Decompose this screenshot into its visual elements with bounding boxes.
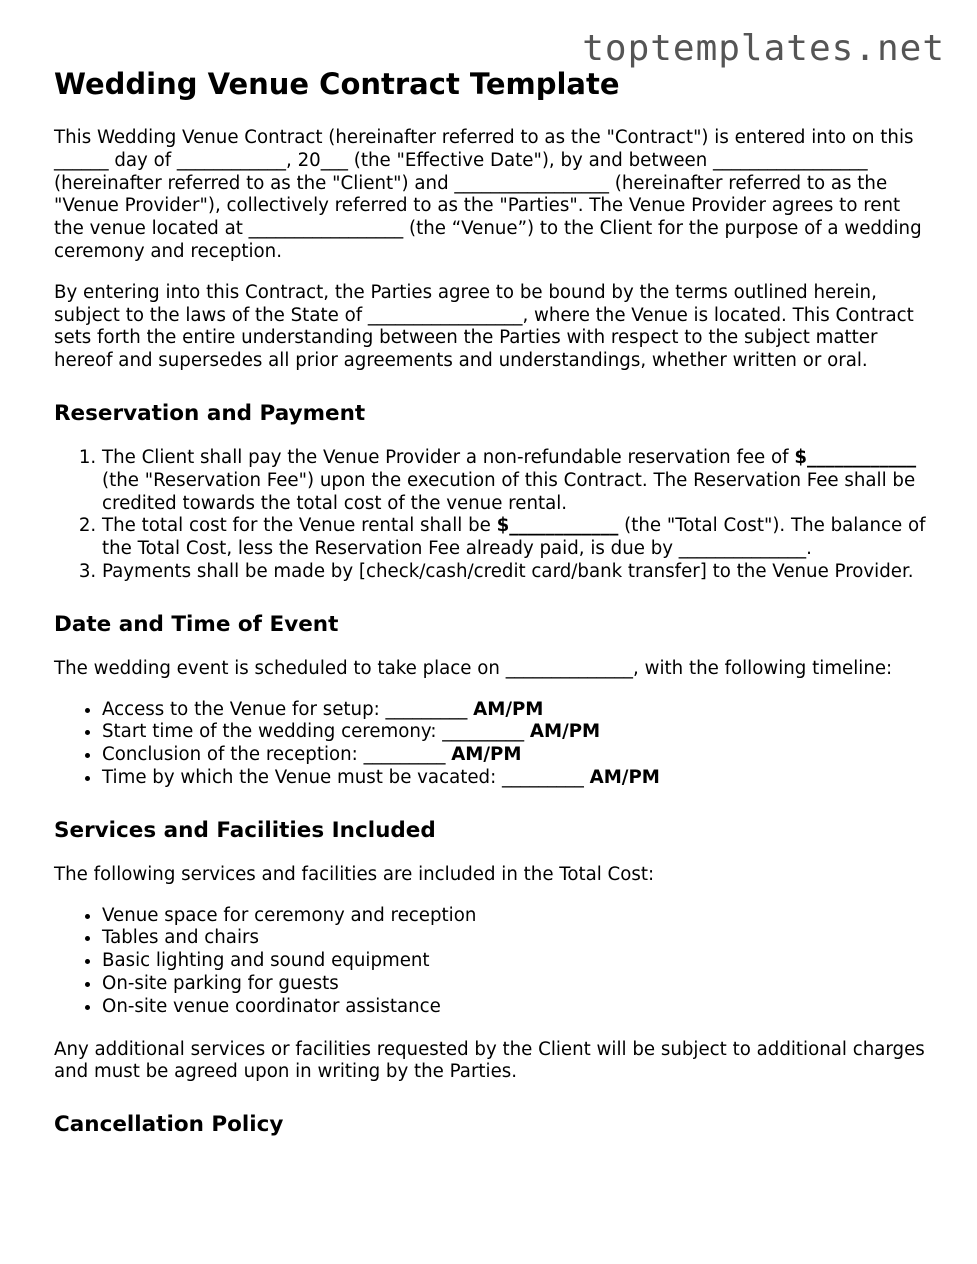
- event-heading: Date and Time of Event: [54, 611, 339, 637]
- intro-paragraph-2: By entering into this Contract, the Parties agree to be bound by the terms outlined herein, subject to the laws of the State of _________________, where the Venue is located. This Contract sets forth the entire understanding between the Parties with respect to the subject matter hereof and supersedes all prior agreements and understandings, whether written or oral.: [54, 281, 914, 372]
- timeline-suffix: AM/PM: [589, 766, 660, 788]
- timeline-label: Access to the Venue for setup: _________: [102, 698, 474, 720]
- reservation-item-3: 3. Payments shall be made by [check/cash/credit card/bank transfer] to the Venue Provider.: [102, 561, 934, 584]
- services-intro: The following services and facilities are included in the Total Cost:: [54, 863, 655, 885]
- reservation-item-1-text: The Client shall pay the Venue Provider a non-refundable reservation fee of: [102, 446, 795, 468]
- total-cost-amount: $____________: [496, 515, 619, 537]
- timeline-suffix: AM/PM: [451, 744, 522, 766]
- reservation-heading: Reservation and Payment: [54, 400, 366, 426]
- list-item: • On-site parking for guests: [102, 973, 934, 996]
- timeline-suffix: AM/PM: [473, 698, 544, 720]
- services-list: [54, 905, 934, 1019]
- cancellation-heading: Cancellation Policy: [54, 1112, 284, 1138]
- list-item: • Tables and chairs: [102, 927, 934, 950]
- event-timeline-list: [54, 699, 934, 790]
- timeline-label: Start time of the wedding ceremony: _________: [102, 721, 530, 743]
- list-item: [102, 767, 934, 790]
- list-item: • Basic lighting and sound equipment: [102, 950, 934, 973]
- timeline-label: Conclusion of the reception: _________: [102, 744, 452, 766]
- services-heading: Services and Facilities Included: [54, 817, 436, 843]
- list-item: [102, 699, 934, 722]
- list-item: [102, 721, 934, 744]
- services-outro: Any additional services or facilities requested by the Client will be subject to additional charges and must be agreed upon in writing by the Parties.: [54, 1038, 925, 1083]
- reservation-item-2-text-cont: (the "Total Cost"). The balance of the Total Cost, less the Reservation Fee already paid, is due by ______________.: [102, 515, 926, 560]
- reservation-item-1: [102, 447, 934, 515]
- event-intro: The wedding event is scheduled to take place on ______________, with the following timeline:: [54, 657, 893, 679]
- list-item: • On-site venue coordinator assistance: [102, 996, 934, 1019]
- list-item: [102, 744, 934, 767]
- timeline-label: Time by which the Venue must be vacated: _________: [102, 766, 590, 788]
- list-item: • Venue space for ceremony and reception: [102, 905, 934, 928]
- document-body: [54, 66, 934, 1158]
- timeline-suffix: AM/PM: [529, 721, 601, 743]
- intro-paragraph-1: This Wedding Venue Contract (hereinafter referred to as the "Contract") is entered into on this ______ day of ____________, 20___ (the "Effective Date"), by and between _________________ (hereinafter referred to as the "Client") and _________________ (hereinafter referred to as the "Venue Provider"), collectively referred to as the "Parties". The Venue Provider agrees to rent the venue located at _________________ (the “Venue”) to the Client for the purpose of a wedding ceremony and reception.: [54, 127, 922, 262]
- document-title: Wedding Venue Contract Template: [54, 67, 620, 101]
- reservation-fee-amount: $____________: [794, 446, 917, 468]
- reservation-item-2: [102, 515, 934, 561]
- reservation-item-2-text: The total cost for the Venue rental shall be: [102, 515, 497, 537]
- reservation-item-1-text-cont: (the "Reservation Fee") upon the execution of this Contract. The Reservation Fee shall be credited towards the total cost of the venue rental.: [102, 469, 916, 514]
- watermark: toptemplates.net: [582, 28, 945, 69]
- reservation-list: [54, 447, 934, 584]
